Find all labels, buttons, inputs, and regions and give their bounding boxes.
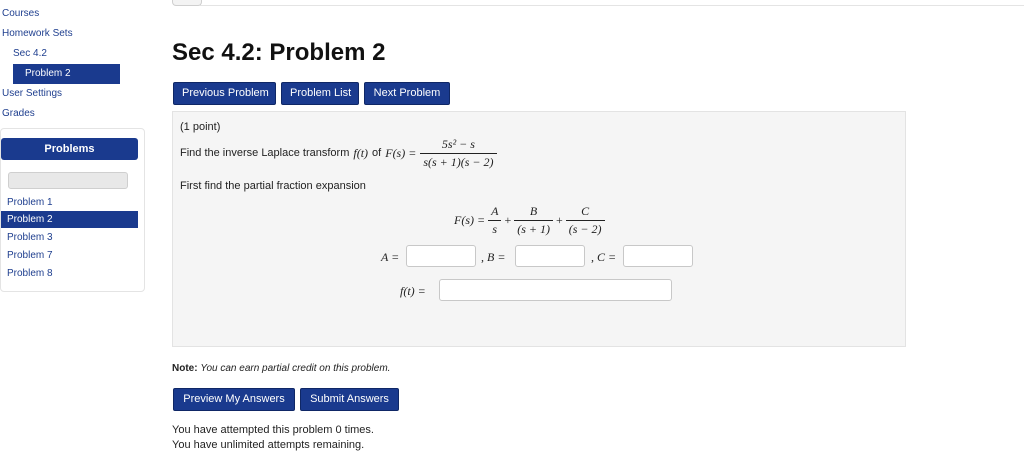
nav-grades[interactable]: Grades <box>2 108 35 119</box>
previous-problem-button[interactable]: Previous Problem <box>173 82 276 105</box>
problem-prompt: Find the inverse Laplace transform <box>180 147 350 159</box>
top-tab-fragment <box>172 0 202 6</box>
attempts-count: You have attempted this problem 0 times. <box>172 424 374 436</box>
page-title: Sec 4.2: Problem 2 <box>172 39 386 66</box>
term-a-denominator: s <box>492 221 498 236</box>
term-c-numerator: C <box>566 204 605 221</box>
partial-fraction-instruction: First find the partial fraction expansion <box>180 180 366 192</box>
problem-points: (1 point) <box>180 121 221 133</box>
expansion-formula <box>454 203 605 237</box>
top-border <box>200 5 1024 6</box>
plus-sign-2: + <box>555 212 563 227</box>
term-c-fraction <box>566 204 605 237</box>
transform-numerator: 5s² − s <box>420 137 496 154</box>
nav-user-settings[interactable]: User Settings <box>2 88 63 99</box>
problem-statement <box>180 136 497 170</box>
term-a-numerator: A <box>488 204 501 221</box>
partial-credit-note <box>172 363 390 374</box>
problem-list-item-7[interactable]: Problem 7 <box>7 250 53 261</box>
problem-list-item-1[interactable]: Problem 1 <box>7 197 53 208</box>
problem-list-item-2[interactable]: Problem 2 <box>1 211 138 228</box>
note-text: You can earn partial credit on this problem. <box>200 363 391 374</box>
answer-c-input[interactable] <box>623 245 693 267</box>
of-word: of <box>372 147 382 159</box>
problem-list-button[interactable]: Problem List <box>281 82 359 105</box>
term-b-numerator: B <box>514 204 553 221</box>
F-of-s-equals: F(s) = <box>385 145 417 160</box>
nav-current-problem[interactable]: Problem 2 <box>13 64 120 84</box>
next-problem-button[interactable]: Next Problem <box>364 82 450 105</box>
attempts-remaining: You have unlimited attempts remaining. <box>172 439 365 451</box>
problems-panel <box>0 128 145 292</box>
plus-sign-1: + <box>504 212 512 227</box>
label-b: , B = <box>481 250 506 264</box>
term-a-fraction <box>488 204 501 237</box>
nav-courses[interactable]: Courses <box>2 8 40 19</box>
label-f-of-t: f(t) = <box>400 284 426 298</box>
term-b-denominator: (s + 1) <box>517 221 550 236</box>
problem-list-item-3[interactable]: Problem 3 <box>7 232 53 243</box>
nav-section[interactable]: Sec 4.2 <box>13 48 47 59</box>
expansion-lhs: F(s) = <box>454 212 486 227</box>
submit-answers-button[interactable]: Submit Answers <box>300 388 399 411</box>
transform-fraction <box>420 137 496 170</box>
preview-answers-button[interactable]: Preview My Answers <box>173 388 295 411</box>
term-b-fraction <box>514 204 553 237</box>
answer-f-of-t-input[interactable] <box>439 279 672 301</box>
answer-a-input[interactable] <box>406 245 476 267</box>
problem-list-item-8[interactable]: Problem 8 <box>7 268 53 279</box>
label-c: , C = <box>591 250 617 264</box>
problem-list <box>1 194 138 282</box>
nav-homework-sets[interactable]: Homework Sets <box>2 28 73 39</box>
problem-box <box>172 111 906 347</box>
label-a: A = <box>381 250 400 264</box>
answer-b-input[interactable] <box>515 245 585 267</box>
term-c-denominator: (s − 2) <box>568 221 602 236</box>
f-of-t-symbol: f(t) <box>353 145 369 160</box>
problems-panel-header: Problems <box>1 138 138 160</box>
transform-denominator: s(s + 1)(s − 2) <box>423 154 494 169</box>
note-label: Note: <box>172 363 198 374</box>
problem-progress-bar <box>8 172 128 189</box>
